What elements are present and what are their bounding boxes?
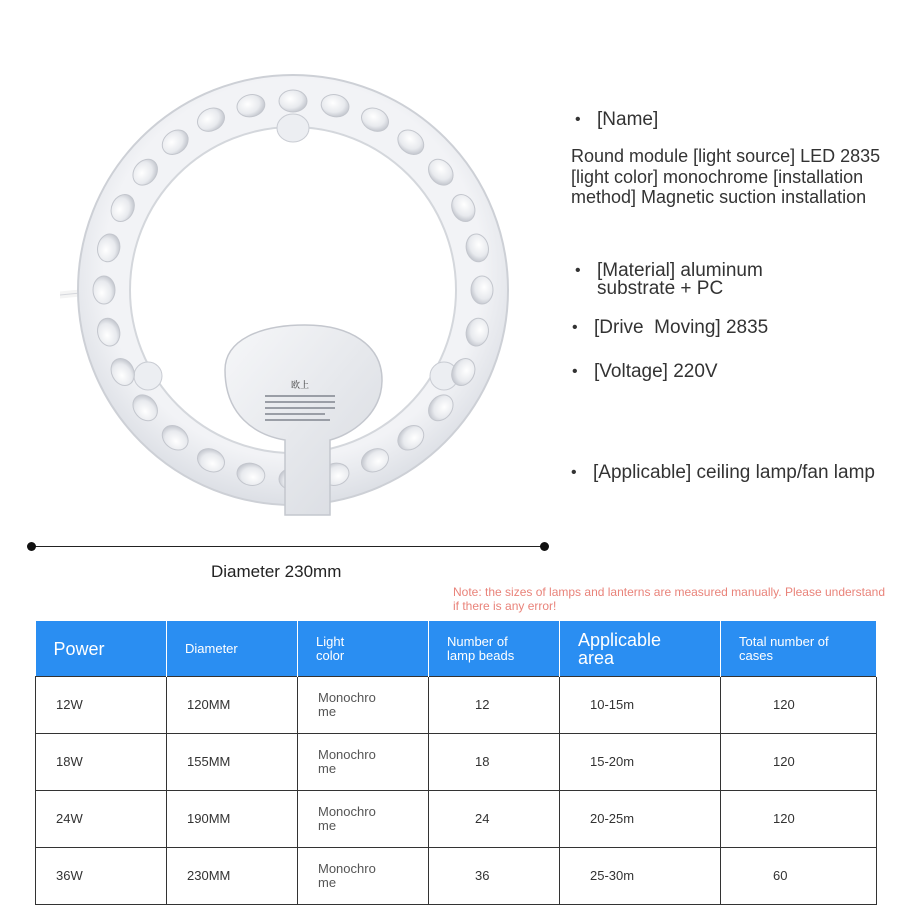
- cell-diameter: 190MM: [167, 791, 298, 848]
- cell-lamp-beads: 18: [429, 734, 560, 791]
- led-bead: [93, 276, 115, 304]
- spec-name-heading: • [Name]: [575, 109, 659, 130]
- bullet-icon: •: [571, 464, 577, 481]
- header-diameter: Diameter: [167, 621, 298, 677]
- led-bead: [471, 276, 493, 304]
- header-power: Power: [36, 621, 167, 677]
- spec-drive: • [Drive Moving] 2835: [572, 317, 769, 338]
- measurement-note: Note: the sizes of lamps and lanterns are measured manually. Please understand if there is any error!: [453, 585, 886, 613]
- cell-diameter: 120MM: [167, 677, 298, 734]
- cell-light-color: Monochrome: [298, 734, 429, 791]
- diameter-endpoint-left: [27, 542, 36, 551]
- cell-light-color: Monochrome: [298, 791, 429, 848]
- cell-power: 12W: [36, 677, 167, 734]
- table-row: [36, 677, 877, 734]
- cell-total-cases: 60: [721, 848, 877, 905]
- bullet-icon: •: [575, 262, 581, 279]
- cell-light-color: Monochrome: [298, 677, 429, 734]
- spec-material: • [Material] aluminum substrate + PC: [575, 260, 763, 299]
- cell-total-cases: 120: [721, 791, 877, 848]
- cell-applicable-area: 15-20m: [560, 734, 721, 791]
- driver-label: 欧上: [290, 381, 310, 391]
- cell-total-cases: 120: [721, 734, 877, 791]
- cell-total-cases: 120: [721, 677, 877, 734]
- cell-power: 18W: [36, 734, 167, 791]
- diameter-endpoint-right: [540, 542, 549, 551]
- table-row: [36, 791, 877, 848]
- header-total-cases: Total number of cases: [721, 621, 877, 677]
- cell-lamp-beads: 36: [429, 848, 560, 905]
- spec-name-description: Round module [light source] LED 2835 [light color] monochrome [installation method] Magnetic suction installation: [571, 146, 881, 207]
- cell-power: 36W: [36, 848, 167, 905]
- table-row: [36, 734, 877, 791]
- header-applicable-area: Applicable area: [560, 621, 721, 677]
- cell-diameter: 155MM: [167, 734, 298, 791]
- bullet-icon: •: [572, 319, 578, 336]
- cell-applicable-area: 25-30m: [560, 848, 721, 905]
- bullet-icon: •: [572, 363, 578, 380]
- header-lamp-beads: Number of lamp beads: [429, 621, 560, 677]
- cell-lamp-beads: 24: [429, 791, 560, 848]
- bullet-icon: •: [575, 111, 581, 128]
- diameter-line: [32, 546, 544, 547]
- diameter-label: Diameter 230mm: [211, 562, 342, 581]
- led-ring-module-image: [60, 70, 530, 530]
- spec-voltage: • [Voltage] 220V: [572, 361, 718, 382]
- cell-applicable-area: 10-15m: [560, 677, 721, 734]
- cell-diameter: 230MM: [167, 848, 298, 905]
- led-bead: [279, 90, 307, 112]
- spec-applicable: • [Applicable] ceiling lamp/fan lamp: [571, 462, 875, 483]
- cell-lamp-beads: 12: [429, 677, 560, 734]
- header-light-color: Light color: [298, 621, 429, 677]
- cell-light-color: Monochrome: [298, 848, 429, 905]
- cell-power: 24W: [36, 791, 167, 848]
- specification-table: [35, 621, 877, 905]
- table-row: [36, 848, 877, 905]
- table-header-row: [36, 621, 877, 677]
- cell-applicable-area: 20-25m: [560, 791, 721, 848]
